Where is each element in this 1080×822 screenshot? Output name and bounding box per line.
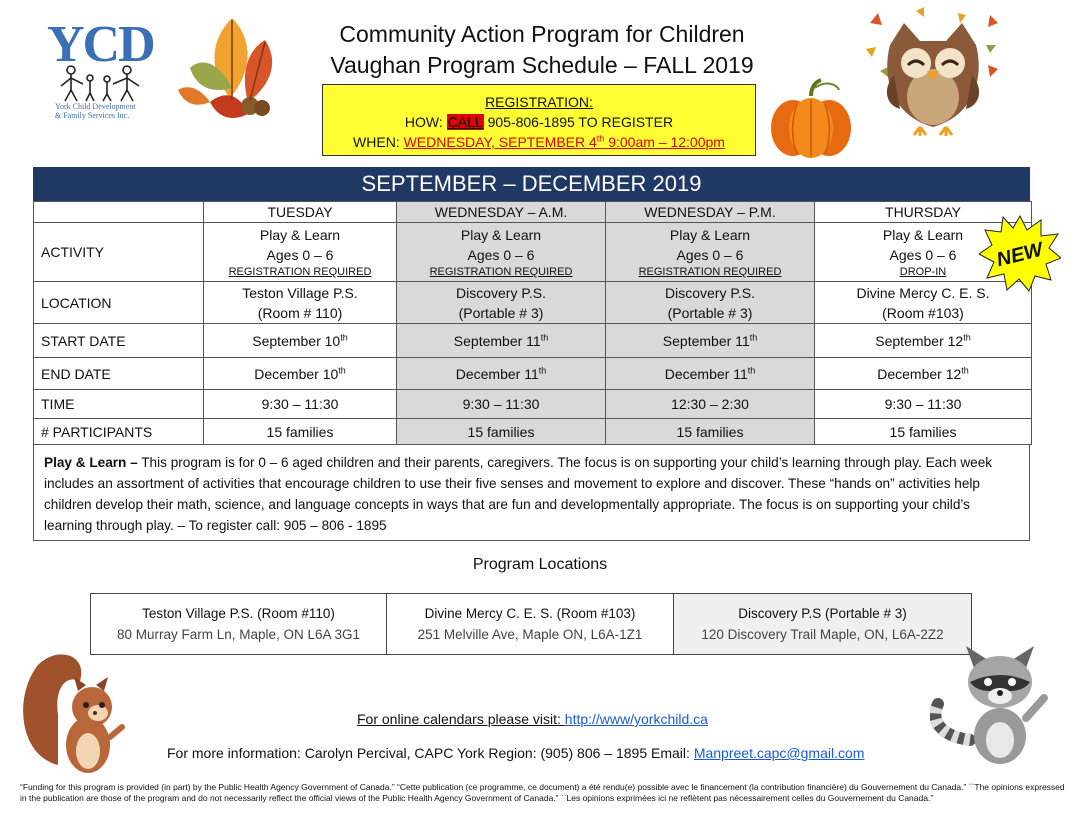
row-label: END DATE	[34, 358, 204, 390]
table-row	[34, 390, 1032, 419]
location-address: 80 Murray Farm Ln, Maple, ON L6A 3G1	[116, 627, 361, 642]
table-cell: Discovery P.S. (Portable # 3)	[606, 282, 815, 324]
location-card	[91, 594, 387, 655]
col-header: WEDNESDAY – A.M.	[397, 202, 606, 223]
raccoon-icon	[930, 640, 1060, 768]
location-address: 120 Discovery Trail Maple, ON, L6A-2Z2	[701, 627, 944, 642]
program-description	[33, 444, 1030, 541]
row-label: TIME	[34, 390, 204, 419]
table-cell: 9:30 – 11:30	[204, 390, 397, 419]
autumn-leaves-icon	[170, 10, 295, 132]
table-cell: Divine Mercy C. E. S. (Room #103)	[815, 282, 1032, 324]
table-cell: Discovery P.S. (Portable # 3)	[397, 282, 606, 324]
online-calendar-line: For online calendars please visit: http://www/yorkchild.ca	[357, 711, 708, 727]
table-row	[34, 282, 1032, 324]
contact-info-line: For more information: Carolyn Percival, CAPC York Region: (905) 806 – 1895 Email: Manpreet.capc@gmail.com	[167, 745, 865, 761]
call-highlight: CALL	[447, 114, 483, 130]
page-title: Community Action Program for Children	[339, 21, 745, 47]
table-corner	[34, 202, 204, 223]
table-cell: 15 families	[815, 419, 1032, 445]
email-link[interactable]: Manpreet.capc@gmail.com	[693, 745, 865, 761]
registration-when: WHEN: WEDNESDAY, SEPTEMBER 4th 9:00am – 12:00pm	[353, 133, 725, 150]
pumpkin-icon	[767, 78, 855, 160]
table-cell: December 10th	[204, 358, 397, 390]
row-label: START DATE	[34, 324, 204, 358]
registration-how: HOW: CALL 905-806-1895 TO REGISTER	[404, 114, 674, 130]
table-cell: Play & Learn Ages 0 – 6 DROP-IN	[815, 223, 1032, 282]
location-name: Teston Village P.S. (Room #110)	[142, 606, 335, 621]
locations-title: Program Locations	[472, 556, 608, 573]
col-header: THURSDAY	[815, 202, 1032, 223]
location-card	[387, 594, 674, 655]
row-label: # PARTICIPANTS	[34, 419, 204, 445]
table-row	[34, 419, 1032, 445]
location-card	[674, 594, 972, 655]
table-cell: September 11th	[606, 324, 815, 358]
new-starburst-icon	[979, 214, 1061, 292]
row-label: ACTIVITY	[34, 223, 204, 282]
location-name: Divine Mercy C. E. S. (Room #103)	[424, 606, 636, 621]
table-cell: Teston Village P.S. (Room # 110)	[204, 282, 397, 324]
description-cta: – To register call: 905 – 806 - 1895	[173, 518, 387, 533]
owl-icon	[860, 5, 1005, 140]
table-cell: Play & Learn Ages 0 – 6 REGISTRATION REQUIRED	[204, 223, 397, 282]
table-cell: September 10th	[204, 324, 397, 358]
schedule-banner: SEPTEMBER – DECEMBER 2019	[33, 167, 1030, 201]
location-name: Discovery P.S (Portable # 3)	[738, 606, 907, 621]
table-cell: September 11th	[397, 324, 606, 358]
table-cell: Play & Learn Ages 0 – 6 REGISTRATION REQUIRED	[606, 223, 815, 282]
table-cell: 9:30 – 11:30	[397, 390, 606, 419]
funding-disclaimer: “Funding for this program is provided (in part) by the Public Health Agency Government of Canada.” “Cette publication (ce programme, ce document) a été rendu(e) possible avec le financement (la contribution financière) du Gouvernement du Canada.” ``The opinions expressed in the publication are those of the program and do not necessarily reflect the official views of the Public Health Agency Government of Canada.” ``Les opinions exprimées ici ne reflètent pas nécessairement celles du Gouvernement du Canada.”	[20, 782, 1065, 803]
table-row	[34, 358, 1032, 390]
col-header: TUESDAY	[204, 202, 397, 223]
row-label: LOCATION	[34, 282, 204, 324]
table-cell: December 11th	[606, 358, 815, 390]
table-row	[34, 324, 1032, 358]
logo-letters: YCD	[47, 16, 154, 73]
table-cell: 12:30 – 2:30	[606, 390, 815, 419]
schedule-table	[33, 201, 1032, 445]
ycd-logo	[45, 16, 154, 120]
family-figures-icon	[57, 64, 147, 102]
description-lead: Play & Learn –	[44, 455, 138, 470]
table-cell: 15 families	[204, 419, 397, 445]
table-cell: 15 families	[397, 419, 606, 445]
registration-heading: REGISTRATION:	[485, 94, 593, 110]
squirrel-icon	[18, 645, 130, 780]
table-cell: Play & Learn Ages 0 – 6 REGISTRATION REQUIRED	[397, 223, 606, 282]
table-cell: December 11th	[397, 358, 606, 390]
new-badge-text: NEW	[994, 238, 1046, 272]
table-cell: 9:30 – 11:30	[815, 390, 1032, 419]
registration-box	[322, 84, 756, 156]
table-header-row	[34, 202, 1032, 223]
locations-table	[90, 593, 972, 655]
col-header: WEDNESDAY – P.M.	[606, 202, 815, 223]
calendar-link[interactable]: http://www/yorkchild.ca	[564, 711, 708, 727]
location-address: 251 Melville Ave, Maple ON, L6A-1Z1	[417, 627, 643, 642]
page-subtitle: Vaughan Program Schedule – FALL 2019	[330, 52, 754, 78]
table-cell: 15 families	[606, 419, 815, 445]
table-row	[34, 223, 1032, 282]
table-cell: December 12th	[815, 358, 1032, 390]
table-cell: September 12th	[815, 324, 1032, 358]
logo-org-name: York Child Development & Family Services Inc.	[55, 102, 136, 120]
description-body: This program is for 0 – 6 aged children and their parents, caregivers. The focus is on supporting your child’s learning through play. Each week includes an assortment of activities that encourage children to use their five senses and movement to explore and discover. These “hands on” activities help children develop their math, science, and language concepts in ways that are fun and developmentally appropriate. The focus is on supporting your child’s learning through play.	[44, 455, 993, 533]
